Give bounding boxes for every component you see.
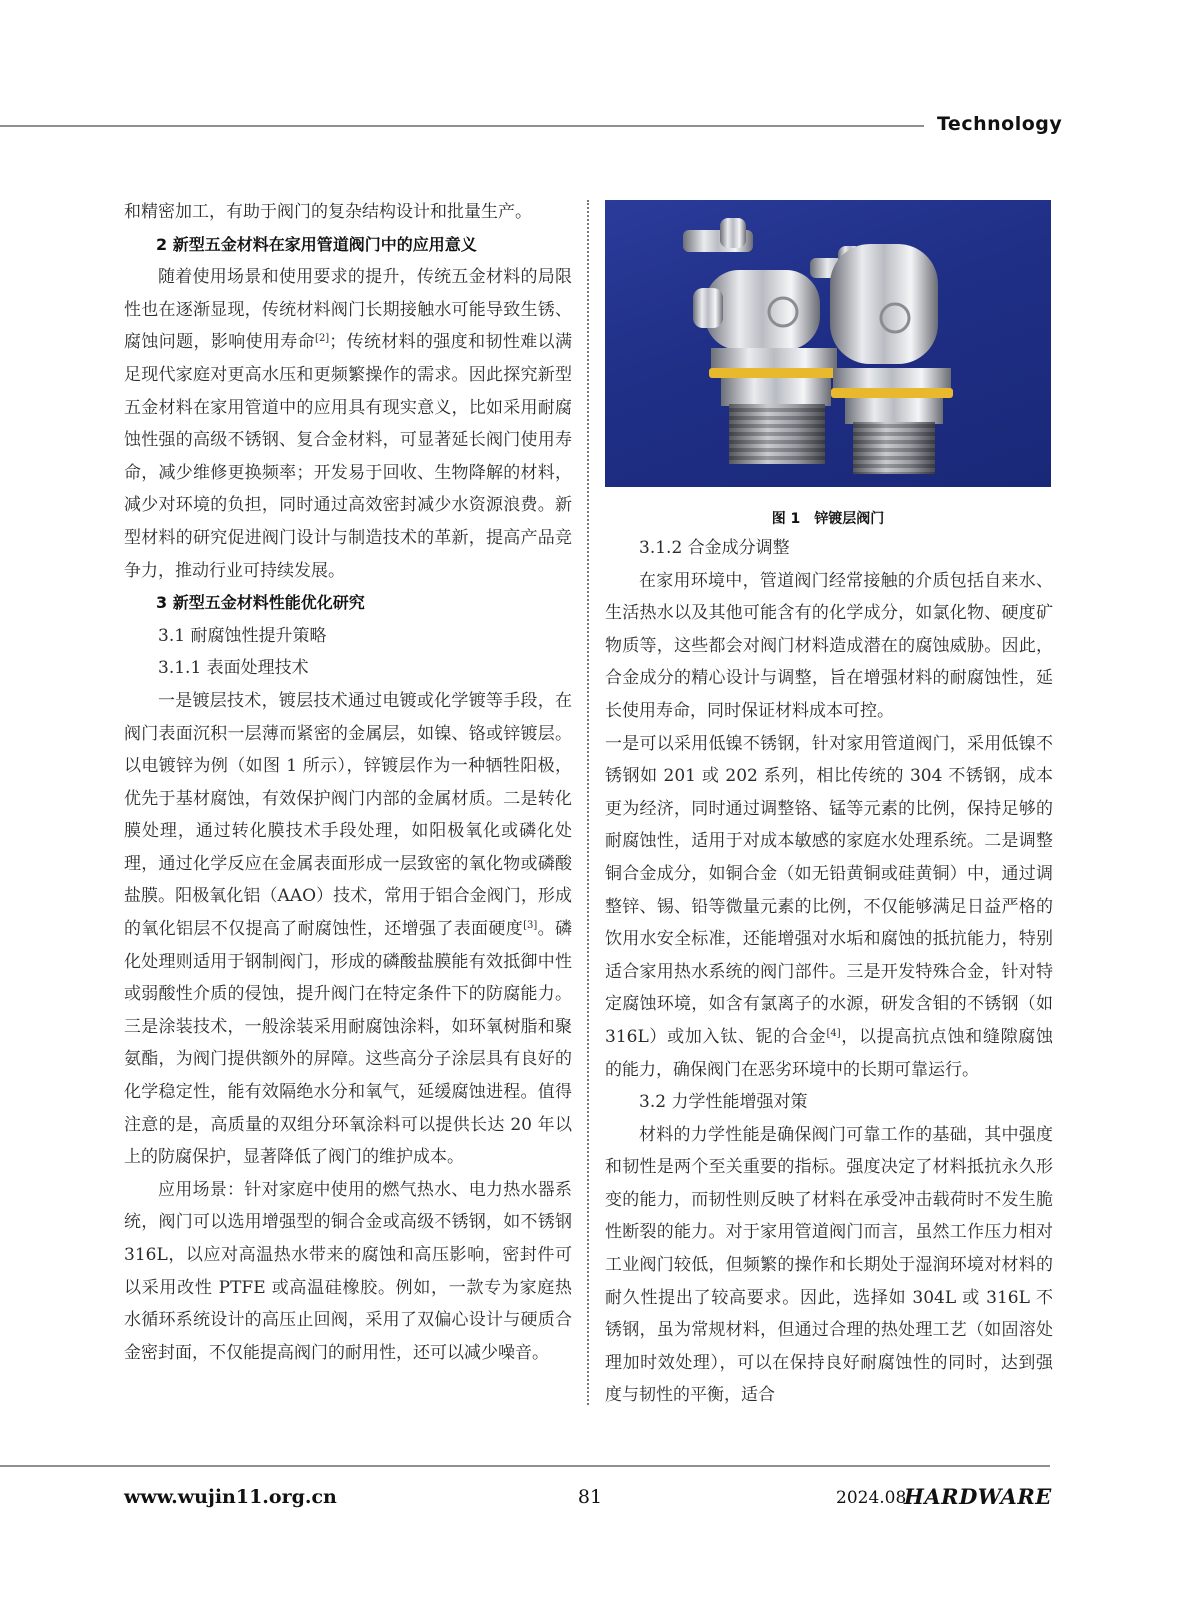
section-label: Technology [937, 113, 1063, 135]
left-valve-nut [721, 378, 831, 406]
right-valve-seal-ring [831, 388, 953, 398]
right-valve-thread-lines [853, 422, 935, 474]
valve-illustration [605, 200, 1051, 487]
journal-brand: HARDWARE [904, 1484, 1052, 1509]
paragraph-text: 一是可以采用低镍不锈钢，针对家用管道阀门，采用低镍不锈钢如 201 或 202 系列，相比传统的 304 不锈钢，成本更为经济，同时通过调整铬、锰等元素的比例，保持足够的耐腐蚀性，适用于对成本敏感的家庭水处理系统。二是调整铜合金成分，如铜合金（如无铅黄铜或硅黄铜）中，通过调整锌、锡、铅等微量元素的比例，不仅能够满足日益严格的饮用水安全标准，还能增强对水垢和腐蚀的抵抗能力，特别适合家用热水系统的阀门部件。三是开发特殊合金，针对特定腐蚀环境，如含有氯离子的水源，研发含钼的不锈钢（如 316L）或加入钛、铌的合金 [605, 733, 1053, 1047]
subsection-heading-3-1-2: 3.1.2 合金成分调整 [639, 538, 790, 558]
left-valve-thread-lines [729, 404, 825, 464]
section-heading-3: 3 新型五金材料性能优化研究 [156, 593, 365, 613]
paragraph: 材料的力学性能是确保阀门可靠工作的基础，其中强度和韧性是两个至关重要的指标。强度决定了材料抵抗永久形变的能力，而韧性则反映了材料在承受冲击载荷时不发生脆性断裂的能力。对于家用管道阀门而言，虽然工作压力相对工业阀门较低，但频繁的操作和长期处于湿润环境对材料的耐久性提出了较高要求。因此，选择如 304L 或 316L 不锈钢，虽为常规材料，但通过合理的热处理工艺（如固溶处理加时效处理），可以在保持良好耐腐蚀性的同时，达到强度与韧性的平衡，适合 [605, 1124, 1053, 1406]
left-column [124, 196, 572, 1369]
column-divider [587, 200, 589, 1405]
header-rule [0, 125, 924, 127]
paragraph [124, 261, 572, 587]
left-valve-seal-ring [709, 368, 841, 378]
footer-website: www.wujin11.org.cn [124, 1486, 337, 1508]
paragraph-text: ，以提高抗点蚀和缝隙腐蚀的能力，确保阀门在恶劣环境中的长期可靠运行。 [605, 1026, 1053, 1080]
page-number: 81 [577, 1486, 603, 1508]
figure-caption-text: 锌镀层阀门 [814, 511, 885, 527]
footer-rule [0, 1465, 1050, 1467]
subsection-heading-3-1: 3.1 耐腐蚀性提升策略 [158, 625, 327, 646]
citation: [3] [523, 920, 538, 932]
subsection-heading-3-1-1: 3.1.1 表面处理技术 [158, 658, 309, 679]
section-heading-2: 2 新型五金材料在家用管道阀门中的应用意义 [156, 234, 477, 254]
citation: [2] [315, 333, 330, 345]
left-valve-side-port [693, 288, 723, 328]
paragraph: 在家用环境中，管道阀门经常接触的介质包括自来水、生活热水以及其他可能含有的化学成分，如氯化物、硬度矿物质等，这些都会对阀门材料造成潜在的腐蚀威胁。因此，合金成分的精心设计与调整，旨在增强材料的耐腐蚀性，延长使用寿命，同时保证材料成本可控。 [605, 570, 1053, 721]
paragraph: 和精密加工，有助于阀门的复杂结构设计和批量生产。 [124, 202, 532, 222]
subsection-heading-3-2: 3.2 力学性能增强对策 [639, 1092, 808, 1113]
right-valve-hex [833, 368, 951, 390]
paragraph-text: 随着使用场景和使用要求的提升，传统五金材料的局限性也在逐渐显现，传统材料阀门长期接触水可能导致生锈、腐蚀问题，影响使用寿命 [124, 267, 572, 353]
paragraph [124, 685, 572, 1174]
paragraph-text: ；传统材料的强度和韧性难以满足现代家庭对更高水压和更频繁操作的需求。因此探究新型五金材料在家用管道中的应用具有现实意义，比如采用耐腐蚀性强的高级不锈钢、复合金材料，可显著延长阀门使用寿命，减少维修更换频率；开发易于回收、生物降解的材料，减少对环境的负担，同时通过高效密封减少水资源浪费。新型材料的研究促进阀门设计与制造技术的革新，提高产品竞争力，推动行业可持续发展。 [124, 332, 573, 581]
left-valve-hex [711, 348, 837, 370]
issue-date: 2024.08 [836, 1488, 907, 1508]
right-column [605, 532, 1053, 1412]
right-valve-nut [845, 398, 943, 424]
left-valve-lever [720, 218, 746, 248]
paragraph [605, 728, 1053, 1087]
figure-caption [605, 508, 1051, 528]
paragraph: 应用场景：针对家庭中使用的燃气热水、电力热水器系统，阀门可以选用增强型的铜合金或高级不锈钢，如不锈钢 316L，以应对高温热水带来的腐蚀和高压影响，密封件可以采用改性 PTFE 或高温硅橡胶。例如，一款专为家庭热水循环系统设计的高压止回阀，采用了双偏心设计与硬质合金密封面，不仅能提高阀门的耐用性，还可以减少噪音。 [124, 1179, 572, 1363]
figure-number: 图 1 [771, 511, 801, 527]
figure-valve-photo [605, 200, 1051, 487]
paragraph-text: 一是镀层技术，镀层技术通过电镀或化学镀等手段，在阀门表面沉积一层薄而紧密的金属层，如镍、铬或锌镀层。以电镀锌为例（如图 1 所示），锌镀层作为一种牺牲阳极，优先于基材腐蚀，有效保护阀门内部的金属材质。二是转化膜处理，通过转化膜技术手段处理，如阳极氧化或磷化处理，通过化学反应在金属表面形成一层致密的氧化物或磷酸盐膜。阳极氧化铝（AAO）技术，常用于铝合金阀门，形成的氧化铝层不仅提高了耐腐蚀性，还增强了表面硬度 [124, 690, 572, 940]
citation: [4] [826, 1027, 841, 1039]
right-valve-body [830, 244, 938, 364]
paragraph-text: 。磷化处理则适用于钢制阀门，形成的磷酸盐膜能有效抵御中性或弱酸性介质的侵蚀，提升阀门在特定条件下的防腐能力。三是涂装技术，一般涂装采用耐腐蚀涂料，如环氧树脂和聚氨酯，为阀门提供额外的屏障。这些高分子涂层具有良好的化学稳定性，能有效隔绝水分和氧气，延缓腐蚀进程。值得注意的是，高质量的双组分环氧涂料可以提供长达 20 年以上的防腐保护，显著降低了阀门的维护成本。 [124, 919, 573, 1168]
